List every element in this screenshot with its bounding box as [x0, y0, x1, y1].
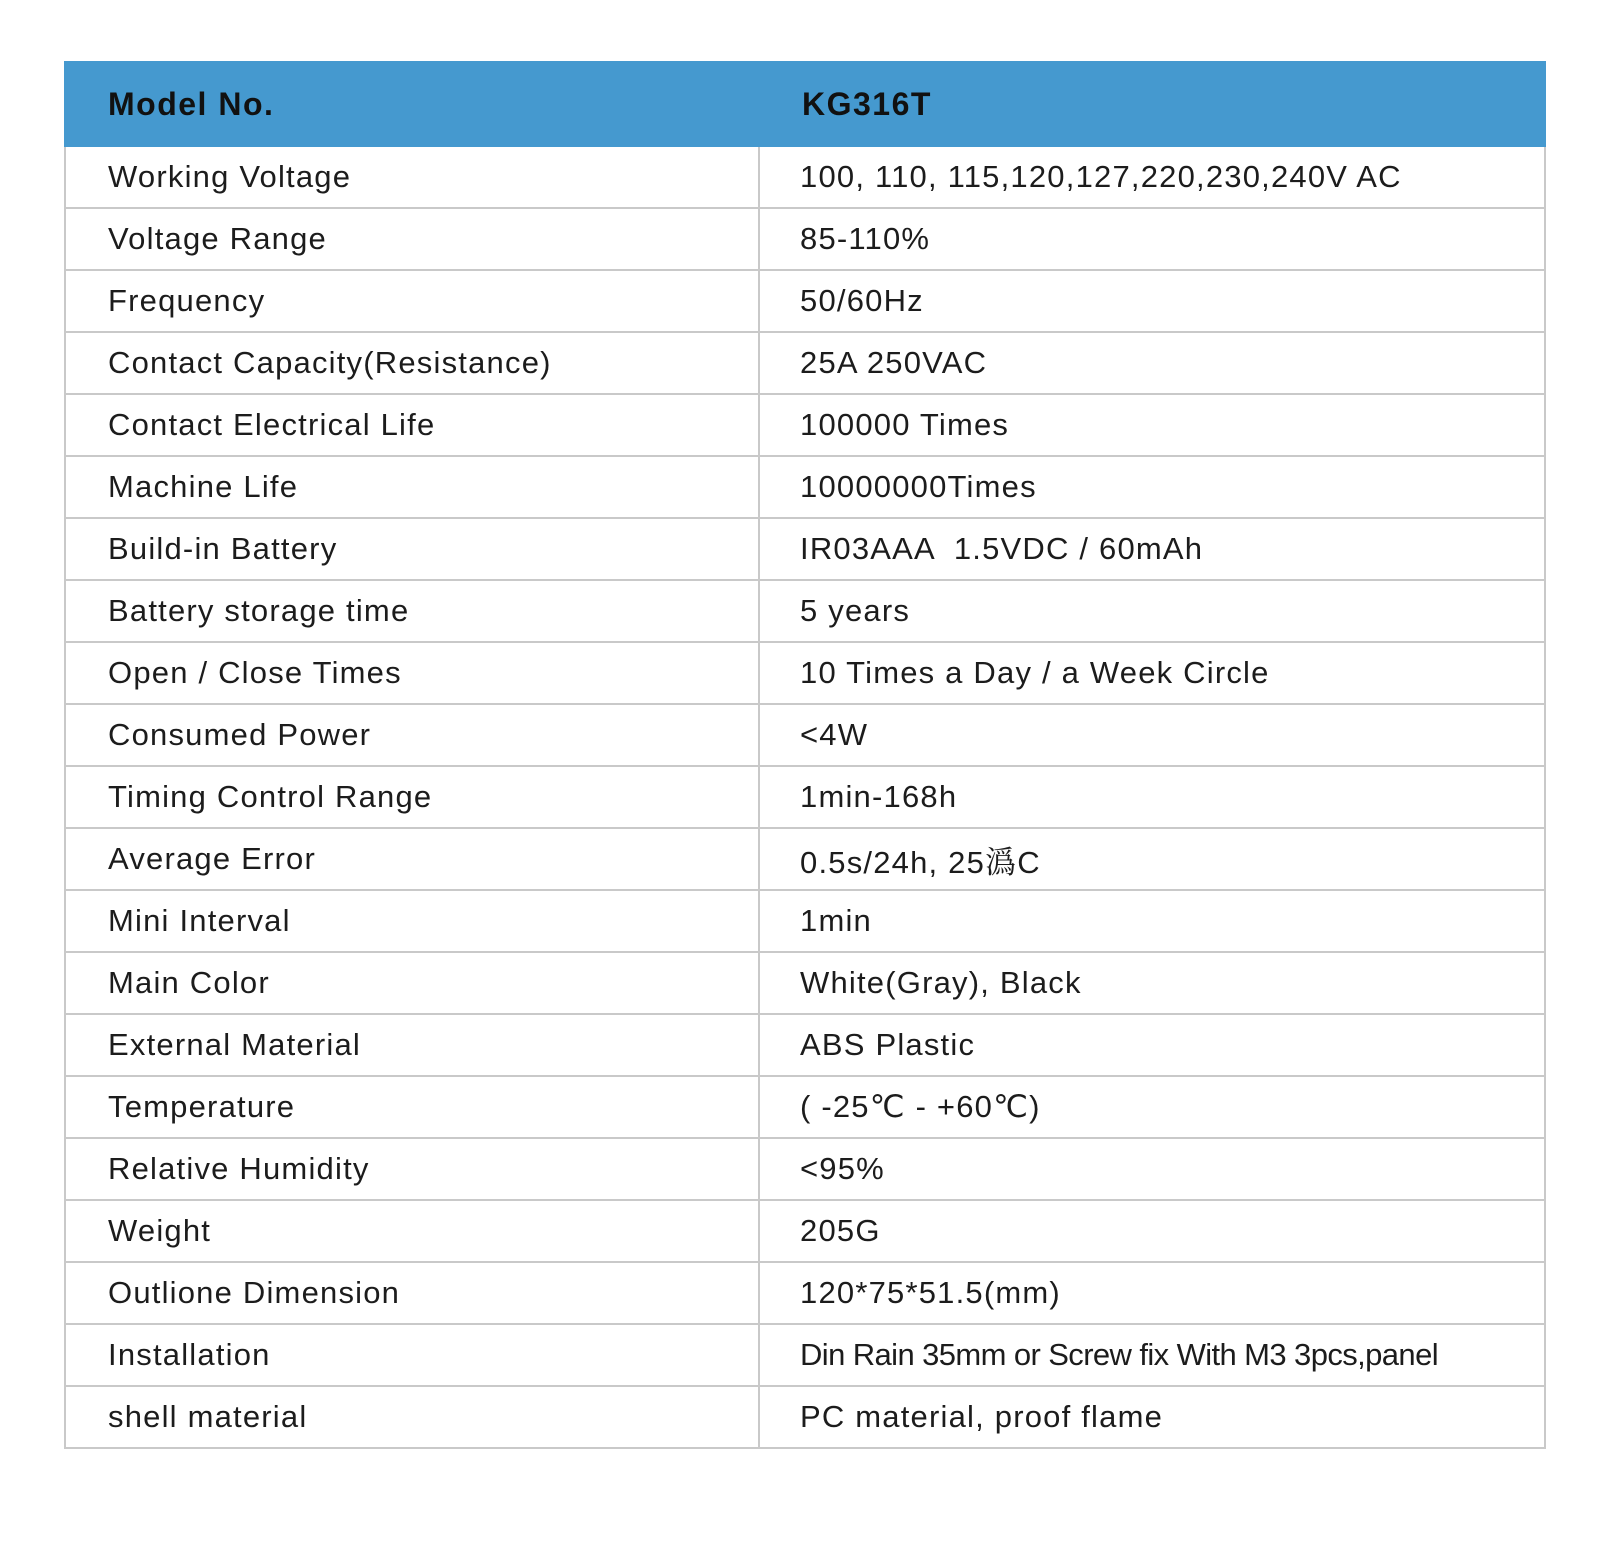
table-row — [65, 270, 1545, 332]
table-row — [65, 518, 1545, 580]
row-label: shell material — [65, 1386, 759, 1448]
table-row — [65, 1200, 1545, 1262]
row-value: ABS Plastic — [759, 1014, 1545, 1076]
row-value: 10000000Times — [759, 456, 1545, 518]
row-value: 120*75*51.5(mm) — [759, 1262, 1545, 1324]
row-label: Machine Life — [65, 456, 759, 518]
row-value: IR03AAA 1.5VDC / 60mAh — [759, 518, 1545, 580]
table-row — [65, 394, 1545, 456]
table-row — [65, 456, 1545, 518]
row-value: 25A 250VAC — [759, 332, 1545, 394]
row-value: 5 years — [759, 580, 1545, 642]
table-row — [65, 1138, 1545, 1200]
row-label: Frequency — [65, 270, 759, 332]
table-row — [65, 208, 1545, 270]
table-row — [65, 1014, 1545, 1076]
row-label: Voltage Range — [65, 208, 759, 270]
row-label: Contact Capacity(Resistance) — [65, 332, 759, 394]
row-value: White(Gray), Black — [759, 952, 1545, 1014]
row-label: Outlione Dimension — [65, 1262, 759, 1324]
header-label: Model No. — [65, 62, 759, 146]
table-row — [65, 1076, 1545, 1138]
table-row — [65, 146, 1545, 208]
table-row — [65, 704, 1545, 766]
row-label: Consumed Power — [65, 704, 759, 766]
row-label: Mini Interval — [65, 890, 759, 952]
header-value: KG316T — [759, 62, 1545, 146]
row-value: 85-110% — [759, 208, 1545, 270]
table-row — [65, 828, 1545, 890]
table-row — [65, 580, 1545, 642]
table-row — [65, 332, 1545, 394]
row-value: <4W — [759, 704, 1545, 766]
row-label: Installation — [65, 1324, 759, 1386]
row-label: Contact Electrical Life — [65, 394, 759, 456]
table-row — [65, 1262, 1545, 1324]
row-value: 100000 Times — [759, 394, 1545, 456]
row-label: Timing Control Range — [65, 766, 759, 828]
row-value: 10 Times a Day / a Week Circle — [759, 642, 1545, 704]
row-label: Main Color — [65, 952, 759, 1014]
table-header-row — [65, 62, 1545, 146]
table-row — [65, 766, 1545, 828]
row-value: 100, 110, 115,120,127,220,230,240V AC — [759, 146, 1545, 208]
row-label: Working Voltage — [65, 146, 759, 208]
row-value: 1min — [759, 890, 1545, 952]
row-label: Build-in Battery — [65, 518, 759, 580]
row-value: 1min-168h — [759, 766, 1545, 828]
row-label: Average Error — [65, 828, 759, 890]
table-row — [65, 952, 1545, 1014]
row-value: PC material, proof flame — [759, 1386, 1545, 1448]
row-label: Open / Close Times — [65, 642, 759, 704]
table-row — [65, 1324, 1545, 1386]
row-label: Weight — [65, 1200, 759, 1262]
table-row — [65, 1386, 1545, 1448]
table-row — [65, 642, 1545, 704]
row-value: 0.5s/24h, 25潙C — [759, 828, 1545, 890]
row-label: Battery storage time — [65, 580, 759, 642]
table-row — [65, 890, 1545, 952]
row-label: Relative Humidity — [65, 1138, 759, 1200]
spec-table — [64, 61, 1546, 1449]
row-value: ( -25℃ - +60℃) — [759, 1076, 1545, 1138]
row-label: External Material — [65, 1014, 759, 1076]
row-value: 50/60Hz — [759, 270, 1545, 332]
row-value: 205G — [759, 1200, 1545, 1262]
row-value: Din Rain 35mm or Screw fix With M3 3pcs,panel — [759, 1324, 1545, 1386]
row-label: Temperature — [65, 1076, 759, 1138]
row-value: <95% — [759, 1138, 1545, 1200]
